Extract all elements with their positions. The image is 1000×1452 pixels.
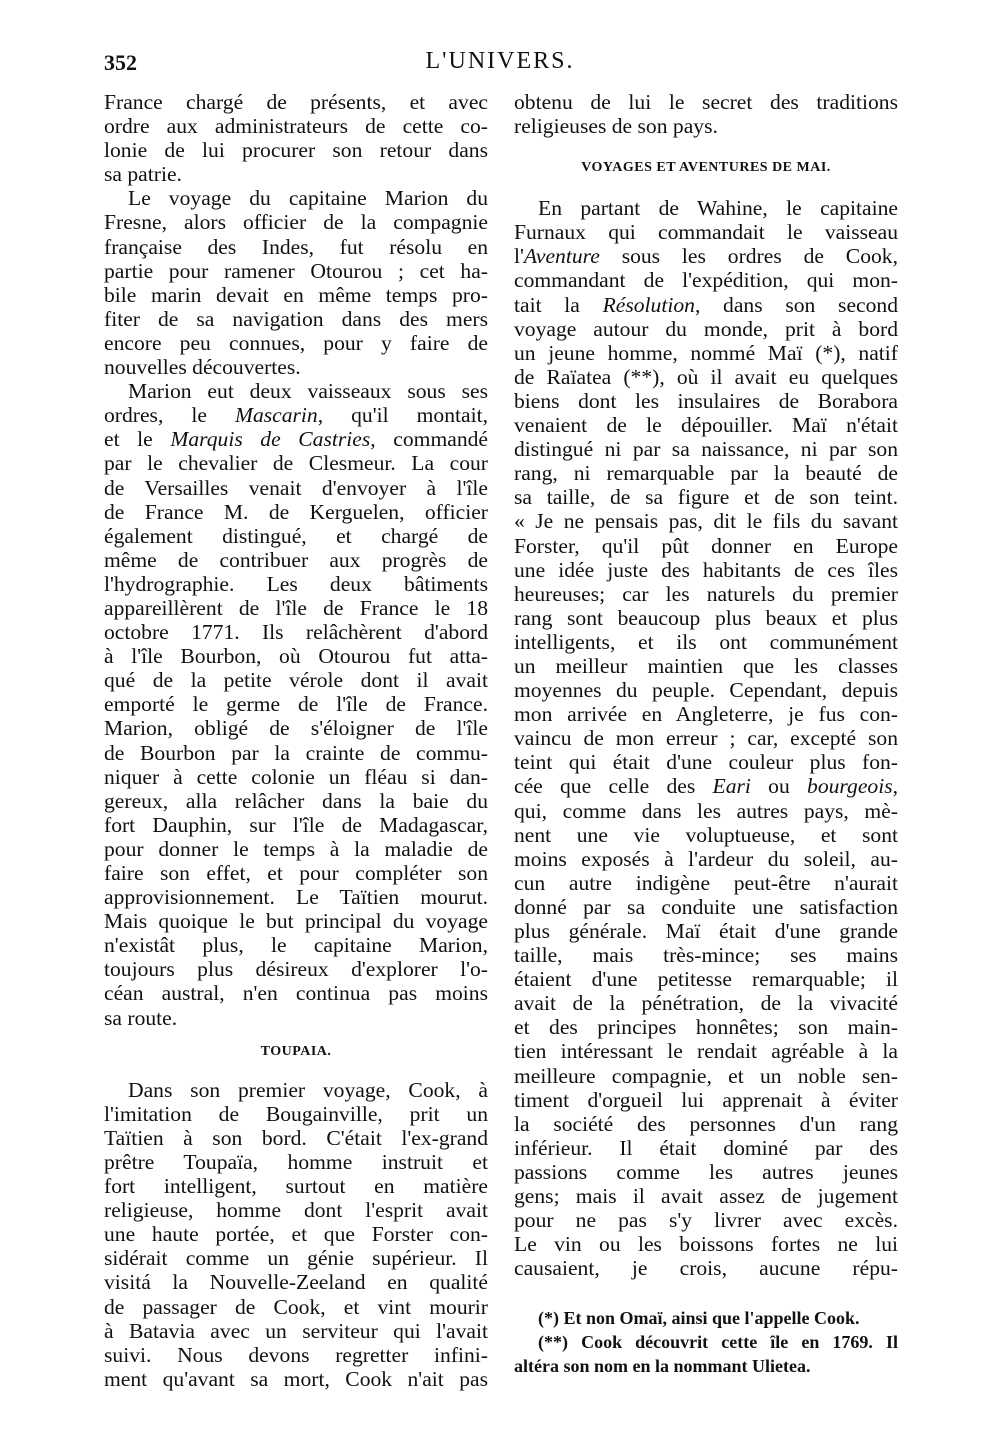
text-line: sa route.: [104, 1005, 178, 1030]
page-number: 352: [104, 50, 137, 75]
text-line: causaient, je crois, aucune répu-: [514, 1256, 898, 1281]
text-line: venaient de le dépouiller. Maï n'était: [514, 413, 898, 438]
text-line: gens; mais il avait assez de jugement: [514, 1184, 898, 1209]
text-line: gereux, alla relâcher dans la baie du: [104, 788, 488, 813]
text-line: teint qui était d'une couleur plus fon-: [514, 750, 898, 775]
text-line: une haute portée, et que Forster con-: [104, 1222, 488, 1247]
section-heading-voyages-mai: VOYAGES ET AVENTURES DE MAI.: [581, 160, 831, 176]
text-line: Mais quoique le but principal du voyage: [104, 909, 488, 934]
text-line: nouvelles découvertes.: [104, 355, 301, 380]
text-line: donné par sa conduite une satisfaction: [514, 894, 898, 919]
text-line: En partant de Wahine, le capitaine: [538, 196, 898, 221]
text-line: fort Dauphin, sur l'île de Madagascar,: [104, 812, 488, 837]
text-line: mon arrivée en Angleterre, je fus con-: [514, 702, 898, 727]
text-line: appareillèrent de l'île de France le 18: [104, 595, 488, 620]
text-line: fort intelligent, surtout en matière: [104, 1174, 488, 1199]
spacer: [514, 138, 898, 156]
text-line: n'existât plus, le capitaine Marion,: [104, 933, 488, 958]
text-line: distingué ni par sa naissance, ni par son: [514, 437, 898, 462]
text-line: à l'île Bourbon, où Otourou fut atta-: [104, 644, 488, 669]
text-line: plus générale. Maï était d'une grande: [514, 919, 898, 943]
text-line: taille, mais très-mince; ses mains: [514, 943, 898, 968]
text-line: visitá la Nouvelle-Zeeland en qualité: [104, 1270, 488, 1295]
text-line: de France M. de Kerguelen, officier: [104, 499, 488, 524]
text-line: encore peu connues, pour y faire de: [104, 330, 488, 355]
text-line: France chargé de présents, et avec: [104, 90, 488, 114]
text-line: l'imitation de Bougainville, prit un: [104, 1101, 488, 1126]
text-line: sa taille, de sa figure et de son teint.: [514, 485, 898, 510]
text-line: Dans son premier voyage, Cook, à: [128, 1077, 488, 1102]
left-column: [104, 90, 488, 1391]
spacer: [104, 1064, 488, 1078]
text-line: lonie de lui procurer son retour dans: [104, 138, 488, 163]
text-line: Taïtien à son bord. C'était l'ex-grand: [104, 1125, 488, 1150]
text-line: biens dont les insulaires de Borabora: [514, 388, 898, 413]
spacer: [104, 1030, 488, 1040]
text-line: « Je ne pensais pas, dit le fils du savant: [514, 509, 898, 534]
text-line: avait de la pénétration, de la vivacité: [514, 991, 898, 1016]
text-line: une idée juste des habitants de ces îles: [514, 557, 898, 582]
text-line: de passager de Cook, et vint mourir: [104, 1294, 488, 1319]
section-heading-toupaia: TOUPAIA.: [260, 1043, 332, 1059]
text-line: passions comme les autres jeunes: [514, 1159, 898, 1184]
text-line: niquer à cette colonie un fléau si dan-: [104, 764, 488, 789]
text-line: Forster, qu'il pût donner en Europe: [514, 533, 898, 558]
text-line: vaincu de mon erreur ; car, excepté son: [514, 726, 898, 751]
text-line: à Batavia avec un serviteur qui l'avait: [104, 1318, 488, 1343]
text-line: bile marin devait en même temps pro-: [104, 282, 488, 307]
text-line: timent d'orgueil lui apprenait à éviter: [514, 1087, 898, 1112]
text-line: étaient d'une petitesse remarquable; il: [514, 967, 898, 992]
text-line: la société des personnes d'un rang: [514, 1111, 898, 1136]
text-line: Marion eut deux vaisseaux sous ses: [128, 379, 488, 404]
text-line: pour donner le temps à la maladie de: [104, 836, 488, 861]
text-line: l'Aventure sous les ordres de Cook,: [514, 244, 898, 269]
text-line: sidérait comme un génie supérieur. Il: [104, 1246, 488, 1271]
text-line: ordre aux administrateurs de cette co-: [104, 114, 488, 139]
right-column: [514, 90, 898, 1378]
text-line: octobre 1771. Ils relâchèrent d'abord: [104, 620, 488, 645]
text-line: suivi. Nous devons regretter infini-: [104, 1342, 488, 1367]
spacer: [514, 180, 898, 196]
text-line: un meilleur maintien que les classes: [514, 653, 898, 678]
text-line: commandant de l'expédition, qui mon-: [514, 268, 898, 293]
text-line: et le Marquis de Castries, commandé: [104, 427, 488, 452]
text-line: intelligents, et ils ont communément: [514, 629, 898, 654]
text-line: Le vin ou les boissons fortes ne lui: [514, 1232, 898, 1257]
text-line: obtenu de lui le secret des traditions: [514, 90, 898, 114]
text-line: Marion, obligé de s'éloigner de l'île: [104, 716, 488, 741]
text-line: l'hydrographie. Les deux bâtiments: [104, 571, 488, 596]
text-line: même de contribuer aux progrès de: [104, 547, 488, 572]
text-line: religieuse, homme dont l'esprit avait: [104, 1198, 488, 1223]
text-line: moins exposés à l'ardeur du soleil, au-: [514, 846, 898, 871]
text-line: moyennes du peuple. Cependant, depuis: [514, 678, 898, 703]
text-line: ment qu'avant sa mort, Cook n'ait pas: [104, 1366, 488, 1391]
text-line: Fresne, alors officier de la compagnie: [104, 210, 488, 235]
text-line: un jeune homme, nommé Maï (*), natif: [514, 340, 898, 365]
footnote-line: (*) Et non Omaï, ainsi que l'appelle Cook.: [538, 1308, 860, 1329]
text-line: céan austral, n'en continua pas moins: [104, 981, 488, 1006]
spacer: [514, 1280, 898, 1306]
text-line: Le voyage du capitaine Marion du: [128, 186, 488, 211]
text-line: faire son effet, et pour compléter son: [104, 861, 488, 885]
text-line: et des principes honnêtes; son main-: [514, 1015, 898, 1040]
text-line: toujours plus désireux d'explorer l'o-: [104, 957, 488, 982]
footnotes: [514, 1306, 898, 1378]
text-line: religieuses de son pays.: [514, 114, 718, 139]
text-line: rang, ni remarquable par la beauté de: [514, 461, 898, 486]
text-line: ordres, le Mascarin, qu'il montait,: [104, 403, 488, 428]
text-line: heureuses; car les naturels du premier: [514, 581, 898, 606]
text-line: également distingué, et chargé de: [104, 523, 488, 548]
text-line: de Bourbon par la crainte de commu-: [104, 740, 488, 765]
text-line: de Versailles venait d'envoyer à l'île: [104, 475, 488, 500]
text-line: approvisionnement. Le Taïtien mourut.: [104, 885, 488, 910]
text-line: française des Indes, fut résolu en: [104, 234, 488, 259]
text-line: cée que celle des Eari ou bourgeois,: [514, 774, 899, 799]
text-line: tait la Résolution, dans son second: [514, 292, 898, 317]
text-line: Furnaux qui commandait le vaisseau: [514, 220, 898, 245]
text-line: cun autre indigène peut-être n'aurait: [514, 870, 898, 895]
text-line: fiter de sa navigation dans des mers: [104, 306, 488, 331]
text-line: qui, comme dans les autres pays, mè-: [514, 798, 898, 823]
text-line: qué de la petite vérole dont il avait: [104, 668, 488, 693]
text-line: meilleure compagnie, et un noble sen-: [514, 1063, 898, 1088]
footnote-line: (**) Cook découvrit cette île en 1769. Il: [538, 1332, 898, 1353]
text-line: rang sont beaucoup plus beaux et plus: [514, 605, 898, 630]
text-line: de Raïatea (**), où il avait eu quelques: [514, 364, 898, 389]
text-line: sa patrie.: [104, 162, 182, 187]
text-line: partie pour ramener Otourou ; cet ha-: [104, 258, 488, 283]
text-line: emporté le germe de l'île de France.: [104, 692, 488, 717]
text-line: voyage autour du monde, prit à bord: [514, 316, 898, 341]
text-line: prêtre Toupaïa, homme instruit et: [104, 1149, 488, 1174]
text-line: pour ne pas s'y livrer avec excès.: [514, 1208, 898, 1233]
running-head: L'UNIVERS.: [425, 48, 575, 74]
text-line: par le chevalier de Clesmeur. La cour: [104, 451, 488, 476]
text-line: inférieur. Il était dominé par des: [514, 1135, 898, 1160]
text-line: tien intéressant le rendait agréable à la: [514, 1039, 898, 1064]
footnote-line: altéra son nom en la nommant Ulietea.: [514, 1356, 811, 1377]
text-line: nent une vie voluptueuse, et sont: [514, 822, 898, 847]
